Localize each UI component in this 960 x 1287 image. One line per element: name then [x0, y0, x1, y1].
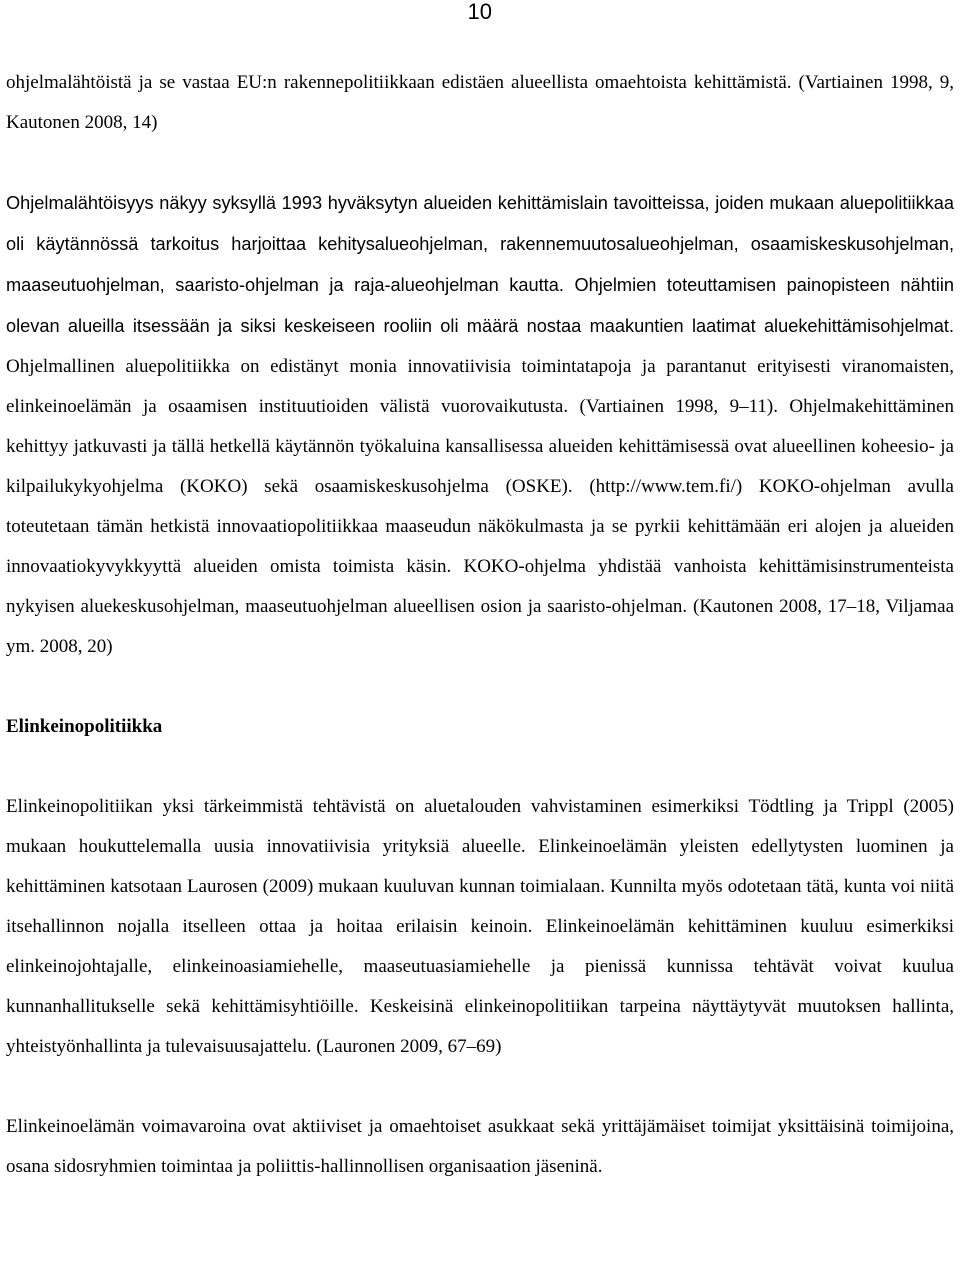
paragraph-2: [6, 183, 954, 667]
paragraph-3: Elinkeinopolitiikan yksi tärkeimmistä tehtävistä on aluetalouden vahvistaminen esimerkiksi Tödtling ja Trippl (2005) mukaan houkuttelemalla uusia innovatiivisia yrityksiä alueelle. Elinkeinoelämän yleisten edellytysten luominen ja kehittäminen katsotaan Laurosen (2009) mukaan kuuluvan kunnan toimialaan. Kunnilta myös odotetaan tätä, kunta voi niitä itsehallinnon nojalla itselleen ottaa ja hoitaa erilaisin keinoin. Elinkeinoelämän kehittäminen kuuluu esimerkiksi elinkeinojohtajalle, elinkeinoasiamiehelle, maaseutuasiamiehelle ja pienissä kunnissa tehtävät voivat kuulua kunnanhallitukselle sekä kehittämisyhtiöille. Keskeisinä elinkeinopolitiikan tarpeina näyttäytyvät muutoksen hallinta, yhteistyönhallinta ja tulevaisuusajattelu. (Lauronen 2009, 67–69): [6, 796, 954, 1057]
page-number: 10: [467, 0, 492, 24]
section-heading: Elinkeinopolitiikka: [6, 716, 163, 737]
page-content: [6, 63, 954, 1187]
paragraph-2-part-b: Ohjelmallinen aluepolitiikka on edistänyt monia innovatiivisia toimintatapoja ja parantanut erityisesti viranomaisten, elinkeinoelämän ja osaamisen instituutioiden välistä vuorovaikutusta. (Vartiainen 1998, 9–11). Ohjelmakehittäminen kehittyy jatkuvasti ja tällä hetkellä käytännön työkaluina kansallisessa alueiden kehittämisessä ovat alueellinen koheesio- ja kilpailukykyohjelma (KOKO) sekä osaamiskeskusohjelma (OSKE). (http://www.tem.fi/) KOKO-ohjelman avulla toteutetaan tämän hetkistä innovaatiopolitiikkaa maaseudun näkökulmasta ja se pyrkii kehittämään eri alojen ja alueiden innovaatiokyvykkyyttä alueiden omista toimista käsin. KOKO-ohjelma yhdistää vanhoista kehittämisinstrumenteista nykyisen aluekeskusohjelman, maaseutuohjelman alueellisen osion ja saaristo-ohjelman. (Kautonen 2008, 17–18, Viljamaa ym. 2008, 20): [6, 356, 954, 657]
paragraph-2-part-a: Ohjelmalähtöisyys näkyy syksyllä 1993 hyväksytyn alueiden kehittämislain tavoitteissa, joiden mukaan aluepolitiikkaa oli käytännössä tarkoitus harjoittaa kehitysalueohjelman, rakennemuutosalueohjelman, osaamiskeskusohjelman, maaseutuohjelman, saaristo-ohjelman ja raja-alueohjelman kautta. Ohjelmien toteuttamisen painopisteen nähtiin olevan alueilla itsessään ja siksi keskeiseen rooliin oli määrä nostaa maakuntien laatimat aluekehittämisohjelmat.: [6, 193, 954, 336]
paragraph-1: ohjelmalähtöistä ja se vastaa EU:n rakennepolitiikkaan edistäen alueellista omaehtoista kehittämistä. (Vartiainen 1998, 9, Kautonen 2008, 14): [6, 72, 954, 133]
paragraph-4: Elinkeinoelämän voimavaroina ovat aktiiviset ja omaehtoiset asukkaat sekä yrittäjämäiset toimijat yksittäisinä toimijoina, osana sidosryhmien toimintaa ja poliittis-hallinnollisen organisaation jäseninä.: [6, 1116, 954, 1177]
